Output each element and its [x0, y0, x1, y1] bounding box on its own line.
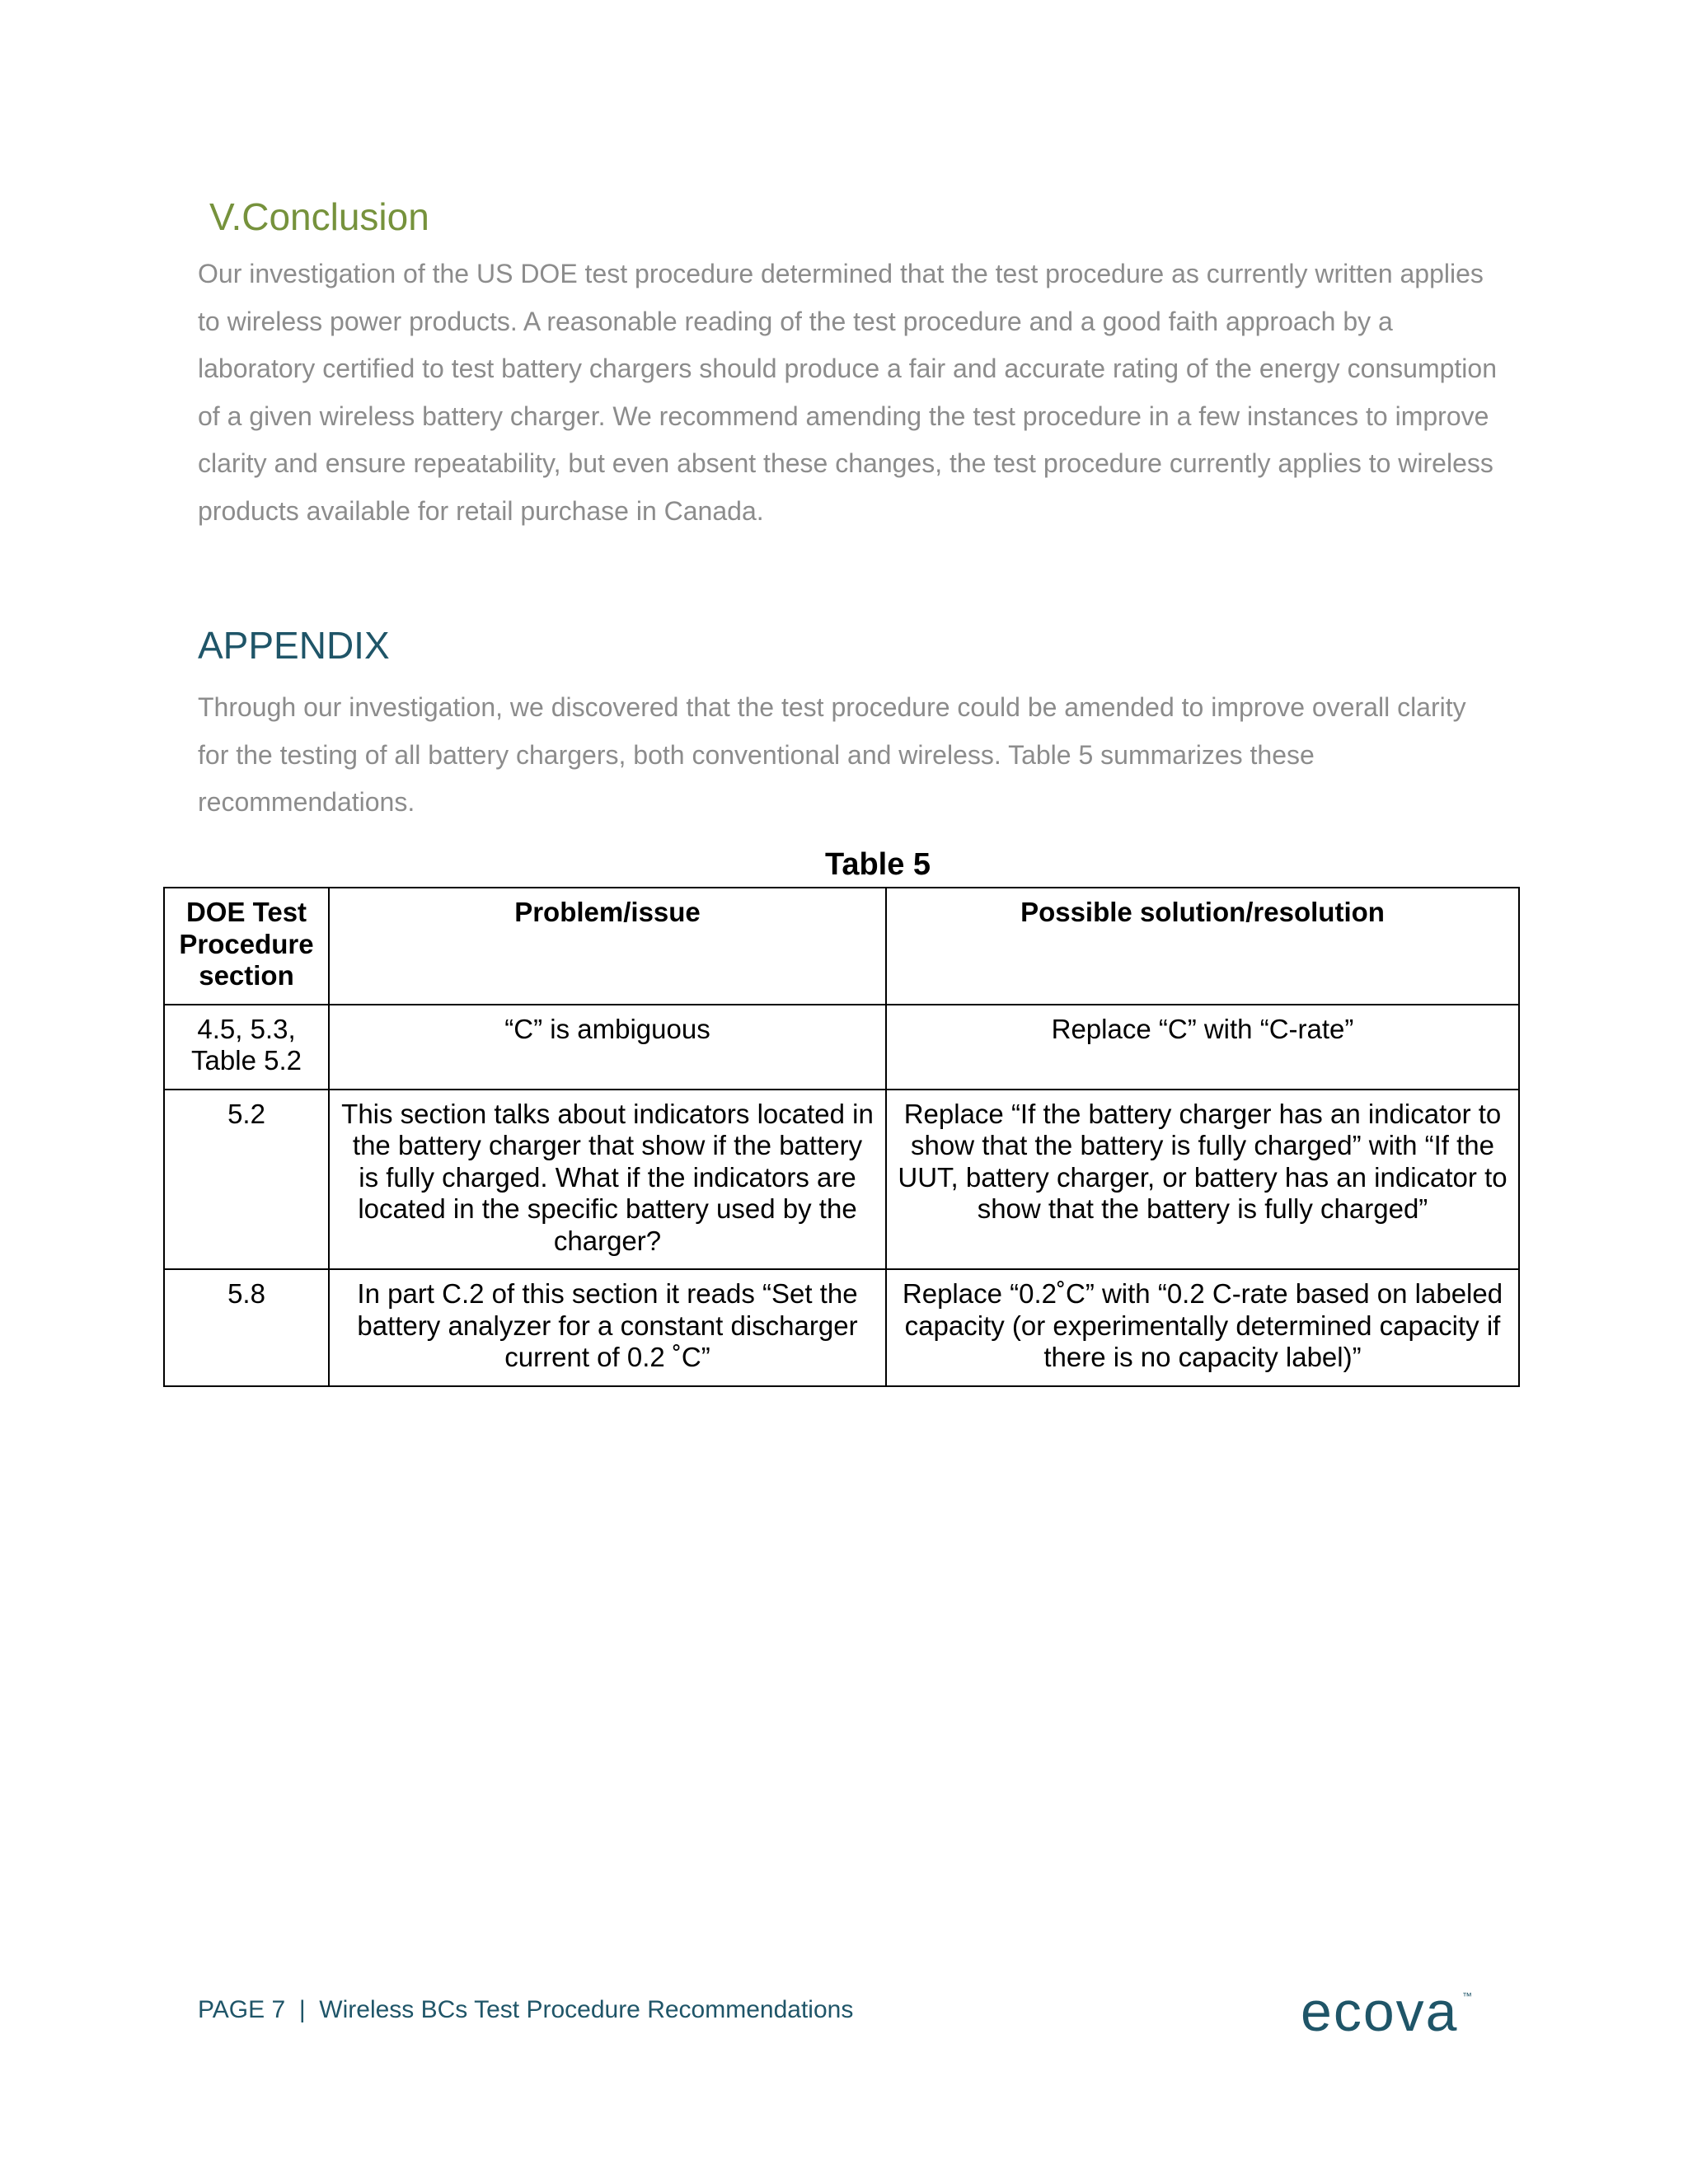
cell-solution: Replace “C” with “C-rate”: [886, 1005, 1519, 1090]
cell-section: 5.8: [164, 1269, 329, 1386]
recommendations-table: [163, 887, 1520, 1387]
cell-solution: Replace “If the battery charger has an indicator to show that the battery is fully charged” with “If the UUT, battery charger, or battery has an indicator to show that the battery is fully charged”: [886, 1090, 1519, 1270]
logo-trademark: ™: [1462, 1990, 1472, 2002]
ecova-logo: [1301, 1985, 1474, 2039]
cell-section: 5.2: [164, 1090, 329, 1270]
cell-problem: “C” is ambiguous: [329, 1005, 886, 1090]
appendix-paragraph: Through our investigation, we discovered that the test procedure could be amended to improve overall clarity for the testing of all battery chargers, both conventional and wireless. Table 5 summarizes these recommendations.: [198, 692, 1466, 817]
header-cell-problem: Problem/issue: [329, 888, 886, 1005]
table-header-row: [164, 888, 1519, 1005]
cell-problem: In part C.2 of this section it reads “Set the battery analyzer for a constant discharger current of 0.2 ˚C”: [329, 1269, 886, 1386]
cell-section: 4.5, 5.3, Table 5.2: [164, 1005, 329, 1090]
conclusion-heading: V.Conclusion: [209, 195, 429, 238]
cell-problem: This section talks about indicators located in the battery charger that show if the battery is fully charged. What if the indicators are located in the specific battery used by the charger?: [329, 1090, 886, 1270]
footer-page-label: PAGE 7 | Wireless BCs Test Procedure Recommendations: [198, 1996, 854, 2023]
table-caption: Table 5: [824, 847, 931, 882]
cell-solution: Replace “0.2˚C” with “0.2 C-rate based on labeled capacity (or experimentally determined capacity if there is no capacity label)”: [886, 1269, 1519, 1386]
header-cell-solution: Possible solution/resolution: [886, 888, 1519, 1005]
logo-wordmark: ecova: [1301, 1985, 1459, 2039]
appendix-heading: APPENDIX: [198, 624, 390, 667]
table-row: [164, 1269, 1519, 1386]
table-row: [164, 1005, 1519, 1090]
table-row: [164, 1090, 1519, 1270]
header-cell-section: DOE Test Procedure section: [164, 888, 329, 1005]
conclusion-paragraph: Our investigation of the US DOE test procedure determined that the test procedure as currently written applies to wireless power products. A reasonable reading of the test procedure and a good faith approach by a laboratory certified to test battery chargers should produce a fair and accurate rating of the energy consumption of a given wireless battery charger. We recommend amending the test procedure in a few instances to improve clarity and ensure repeatability, but even absent these changes, the test procedure currently applies to wireless products available for retail purchase in Canada.: [198, 259, 1497, 526]
